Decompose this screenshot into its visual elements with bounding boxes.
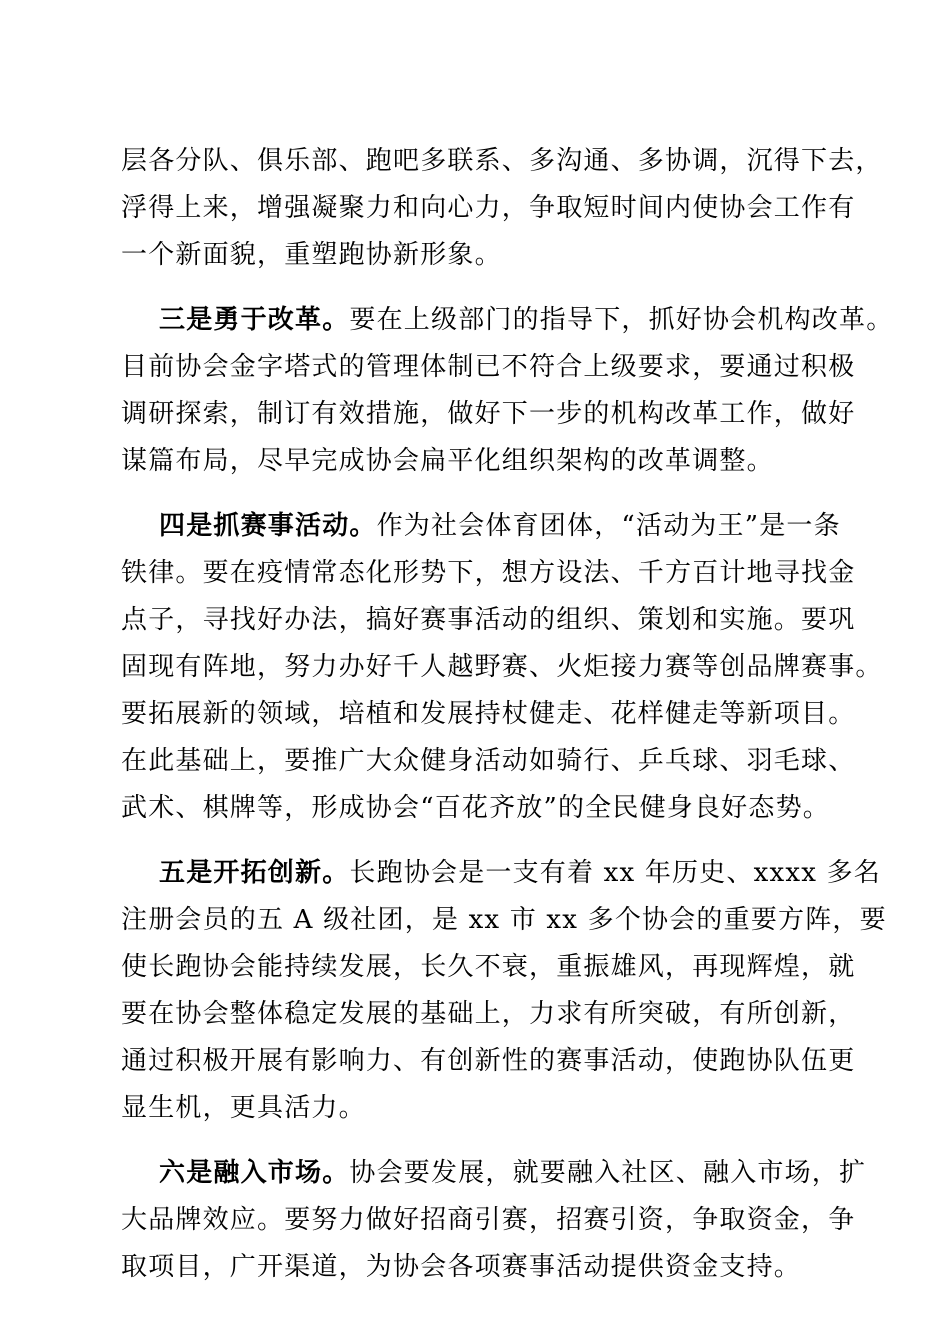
text-line: 铁律。要在疫情常态化形势下，想方设法、千方百计地寻找金 xyxy=(121,558,856,588)
paragraph xyxy=(121,297,894,485)
document-body xyxy=(121,138,894,1291)
text-line: 注册会员的五 A 级社团，是 xx 市 xx 多个协会的重要方阵，要 xyxy=(121,905,887,935)
paragraph-lead-heading: 三是勇于改革。 xyxy=(159,305,350,335)
text-line: 调研探索，制订有效措施，做好下一步的机构改革工作，做好 xyxy=(121,399,856,429)
text-line: 一个新面貌，重塑跑协新形象。 xyxy=(121,240,502,270)
text-line: 三是勇于改革。要在上级部门的指导下，抓好协会机构改革。 xyxy=(159,305,894,335)
text-line: 取项目，广开渠道，为协会各项赛事活动提供资金支持。 xyxy=(121,1252,802,1282)
text-line: 点子，寻找好办法，搞好赛事活动的组织、策划和实施。要巩 xyxy=(121,605,856,635)
paragraph xyxy=(121,850,887,1132)
paragraph xyxy=(121,503,883,832)
text-line: 要在协会整体稳定发展的基础上，力求有所突破，有所创新， xyxy=(121,999,856,1029)
text-line: 五是开拓创新。长跑协会是一支有着 xx 年历史、xxxx 多名 xyxy=(159,858,881,888)
text-line: 浮得上来，增强凝聚力和向心力，争取短时间内使协会工作有 xyxy=(121,193,856,223)
paragraph-lead-heading: 四是抓赛事活动。 xyxy=(159,511,377,541)
text-line: 大品牌效应。要努力做好招商引赛，招赛引资，争取资金，争 xyxy=(121,1205,856,1235)
paragraph xyxy=(121,138,883,279)
paragraph-lead-heading: 五是开拓创新。 xyxy=(159,858,350,888)
paragraph xyxy=(121,1150,867,1291)
text-line: 通过积极开展有影响力、有创新性的赛事活动，使跑协队伍更 xyxy=(121,1046,856,1076)
text-line: 目前协会金字塔式的管理体制已不符合上级要求，要通过积极 xyxy=(121,352,856,382)
text-line: 使长跑协会能持续发展，长久不衰，重振雄风，再现辉煌，就 xyxy=(121,952,856,982)
text-line: 要拓展新的领域，培植和发展持杖健走、花样健走等新项目。 xyxy=(121,699,856,729)
text-line: 层各分队、俱乐部、跑吧多联系、多沟通、多协调，沉得下去， xyxy=(121,146,883,176)
text-line: 固现有阵地，努力办好千人越野赛、火炬接力赛等创品牌赛事。 xyxy=(121,652,883,682)
text-line: 在此基础上，要推广大众健身活动如骑行、乒乓球、羽毛球、 xyxy=(121,746,856,776)
text-line: 四是抓赛事活动。作为社会体育团体，“活动为王”是一条 xyxy=(159,511,841,541)
text-line: 武术、棋牌等，形成协会“百花齐放”的全民健身良好态势。 xyxy=(121,793,830,823)
text-line: 谋篇布局，尽早完成协会扁平化组织架构的改革调整。 xyxy=(121,446,774,476)
text-line: 六是融入市场。协会要发展，就要融入社区、融入市场，扩 xyxy=(159,1158,867,1188)
paragraph-lead-heading: 六是融入市场。 xyxy=(159,1158,350,1188)
text-line: 显生机，更具活力。 xyxy=(121,1093,366,1123)
